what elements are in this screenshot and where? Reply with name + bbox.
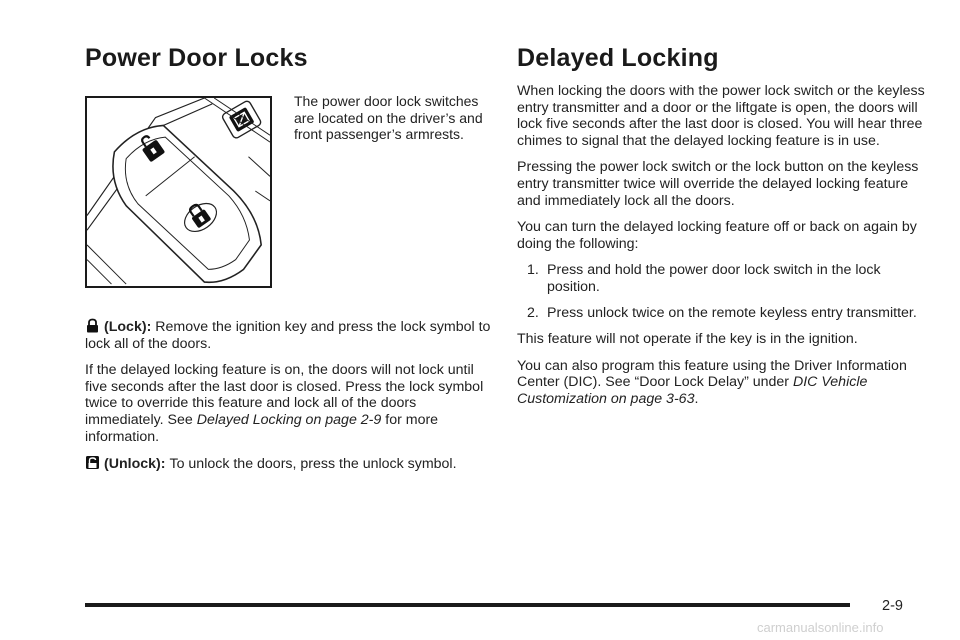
- page-number: 2-9: [882, 598, 903, 614]
- delayed-para-1: When locking the doors with the power lock switch or the keyless entry transmitter and a door or the liftgate is open, the doors will lock five seconds after the last door is closed. You will hear three chimes to signal that the delayed locking feature is in use.: [517, 83, 925, 149]
- unlock-paragraph: [85, 455, 495, 473]
- delay-paragraph: [85, 362, 495, 445]
- section-heading-power-door-locks: Power Door Locks: [85, 44, 308, 72]
- list-item: [517, 262, 927, 295]
- delayed-para-2: Pressing the power lock switch or the lock button on the keyless entry transmitter twice will override the delayed locking feature and immediately lock all the doors.: [517, 159, 919, 209]
- dic-after-text: .: [694, 390, 699, 407]
- list-item: [517, 305, 927, 322]
- watermark: carmanualsonline.info: [757, 620, 884, 635]
- step-number: 1.: [527, 262, 539, 279]
- unlock-icon: [85, 455, 100, 470]
- lock-text: Remove the ignition key and press the lock symbol to lock all of the doors.: [85, 319, 491, 352]
- footer-rule: [85, 603, 850, 607]
- step-text: Press unlock twice on the remote keyless entry transmitter.: [547, 304, 917, 321]
- figure-caption: The power door lock switches are located on the driver’s and front passenger’s armrests.: [294, 93, 483, 142]
- step-number: 2.: [527, 304, 539, 321]
- delayed-para-5: [517, 358, 927, 408]
- delayed-para-3: You can turn the delayed locking feature off or back on again by doing the following:: [517, 219, 917, 252]
- lock-icon: [85, 318, 100, 333]
- dic-text: You can also program this feature using the Driver Information Center (DIC). See “Door Lock Delay” under: [517, 357, 907, 391]
- delay-after-text: for more information.: [85, 411, 439, 445]
- unlock-label: (Unlock):: [104, 456, 166, 473]
- lock-paragraph: [85, 318, 495, 352]
- left-column: [85, 318, 495, 483]
- dic-customization-link[interactable]: DIC Vehicle Customization on page 3-63: [517, 374, 868, 407]
- door-lock-switch-illustration: [85, 96, 272, 288]
- delayed-para-4: This feature will not operate if the key is in the ignition.: [517, 331, 858, 348]
- right-column: [517, 83, 927, 418]
- section-heading-delayed-locking: Delayed Locking: [517, 44, 719, 72]
- steps-list: [517, 262, 927, 321]
- unlock-text: To unlock the doors, press the unlock symbol.: [169, 456, 457, 473]
- delayed-locking-link[interactable]: Delayed Locking on page 2-9: [196, 411, 382, 428]
- delay-text: If the delayed locking feature is on, the doors will not lock until five seconds after the last door is closed. Press the lock symbol twice to override this feature and lock all of the doors immediately. See: [85, 362, 484, 428]
- lock-label: (Lock):: [104, 319, 152, 335]
- step-text: Press and hold the power door lock switch in the lock position.: [547, 262, 881, 295]
